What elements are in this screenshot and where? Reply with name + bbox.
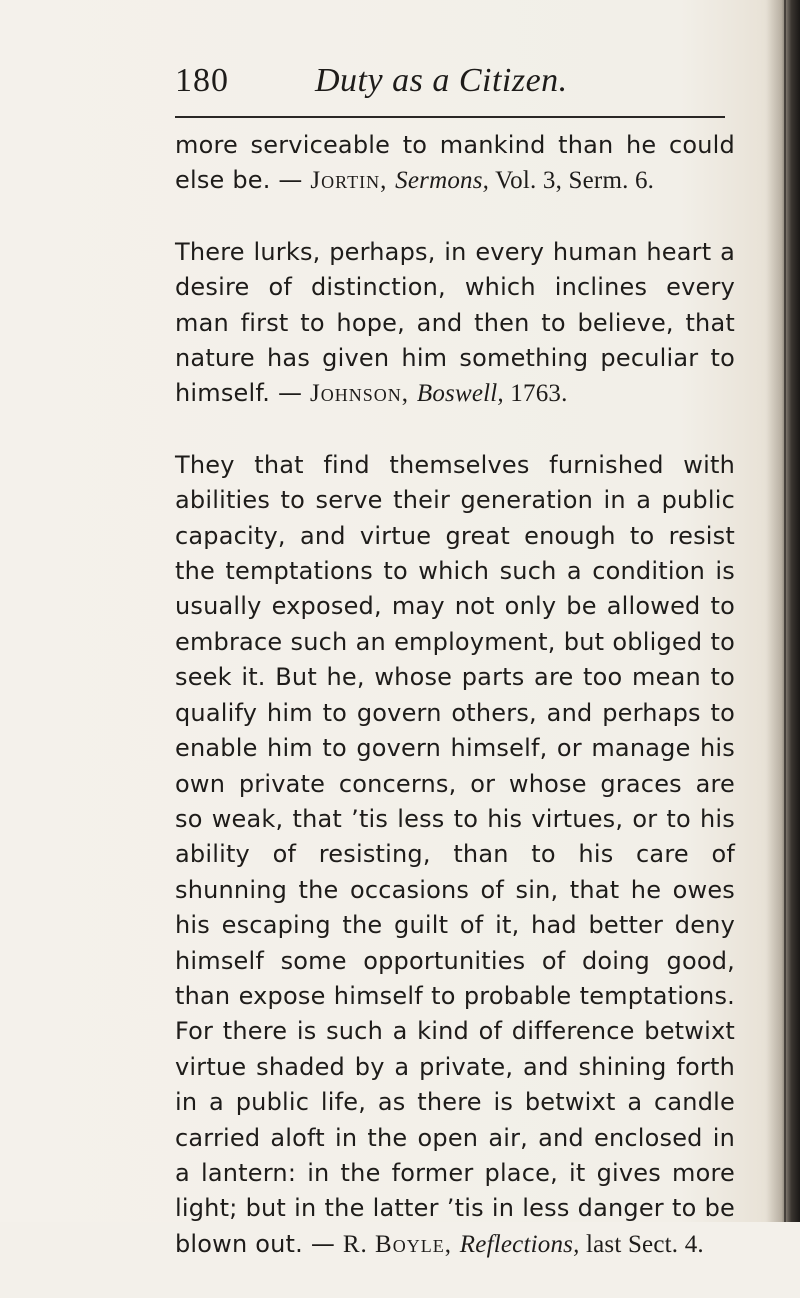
page-binding-edge <box>766 0 800 1222</box>
passage-jortin <box>175 128 735 199</box>
passage-text: They that find themselves furnished with abilities to serve their generation in a public capacity, and virtue great enough to resist the temptations to which such a condition is usually exposed, may not only be allowed to embrace such an employment, but obliged to seek it. But he, whose parts are too mean to qualify him to govern others, and perhaps to enable him to govern himself, or manage his own private concerns, or whose graces are so weak, that ’tis less to his virtues, or to his ability of resisting, than to his care of shunning the occasions of sin, that he owes his escaping the guilt of it, had better deny himself some opportunities of doing good, than expose himself to probable temptations. For there is such a kind of difference betwixt virtue shaded by a private, and shining forth in a public life, as there is betwixt a candle carried aloft in the open air, and enclosed in a lantern: in the former place, it gives more light; but in the latter ’tis in less danger to be blown out. — <box>175 450 735 1258</box>
passage-boyle <box>175 448 735 1262</box>
passage-text: There lurks, perhaps, in every human heart a desire of distinction, which inclines every man first to hope, and then to believe, that nature has given him something peculiar to himself. — <box>175 237 735 408</box>
body-text <box>175 128 735 1298</box>
passage-author: Jortin, <box>310 167 388 195</box>
page-header <box>175 62 735 112</box>
passage-text: more serviceable to mankind than he could else be. — <box>175 131 735 195</box>
header-rule <box>175 116 725 118</box>
passage-citation: last Sect. 4. <box>579 1230 704 1258</box>
passage-work: Reflections, <box>459 1230 580 1258</box>
page-number: 180 <box>175 62 229 99</box>
passage-author: R. Boyle, <box>342 1230 452 1258</box>
passage-work: Boswell, <box>416 380 504 408</box>
page-edge-line <box>784 0 786 1222</box>
passage-citation: 1763. <box>503 380 568 408</box>
passage-johnson <box>175 235 735 412</box>
passage-citation: Vol. 3, Serm. 6. <box>489 167 655 195</box>
passage-author: Johnson, <box>310 380 409 408</box>
running-head: Duty as a Citizen. <box>315 62 568 99</box>
passage-work: Sermons, <box>395 167 490 195</box>
